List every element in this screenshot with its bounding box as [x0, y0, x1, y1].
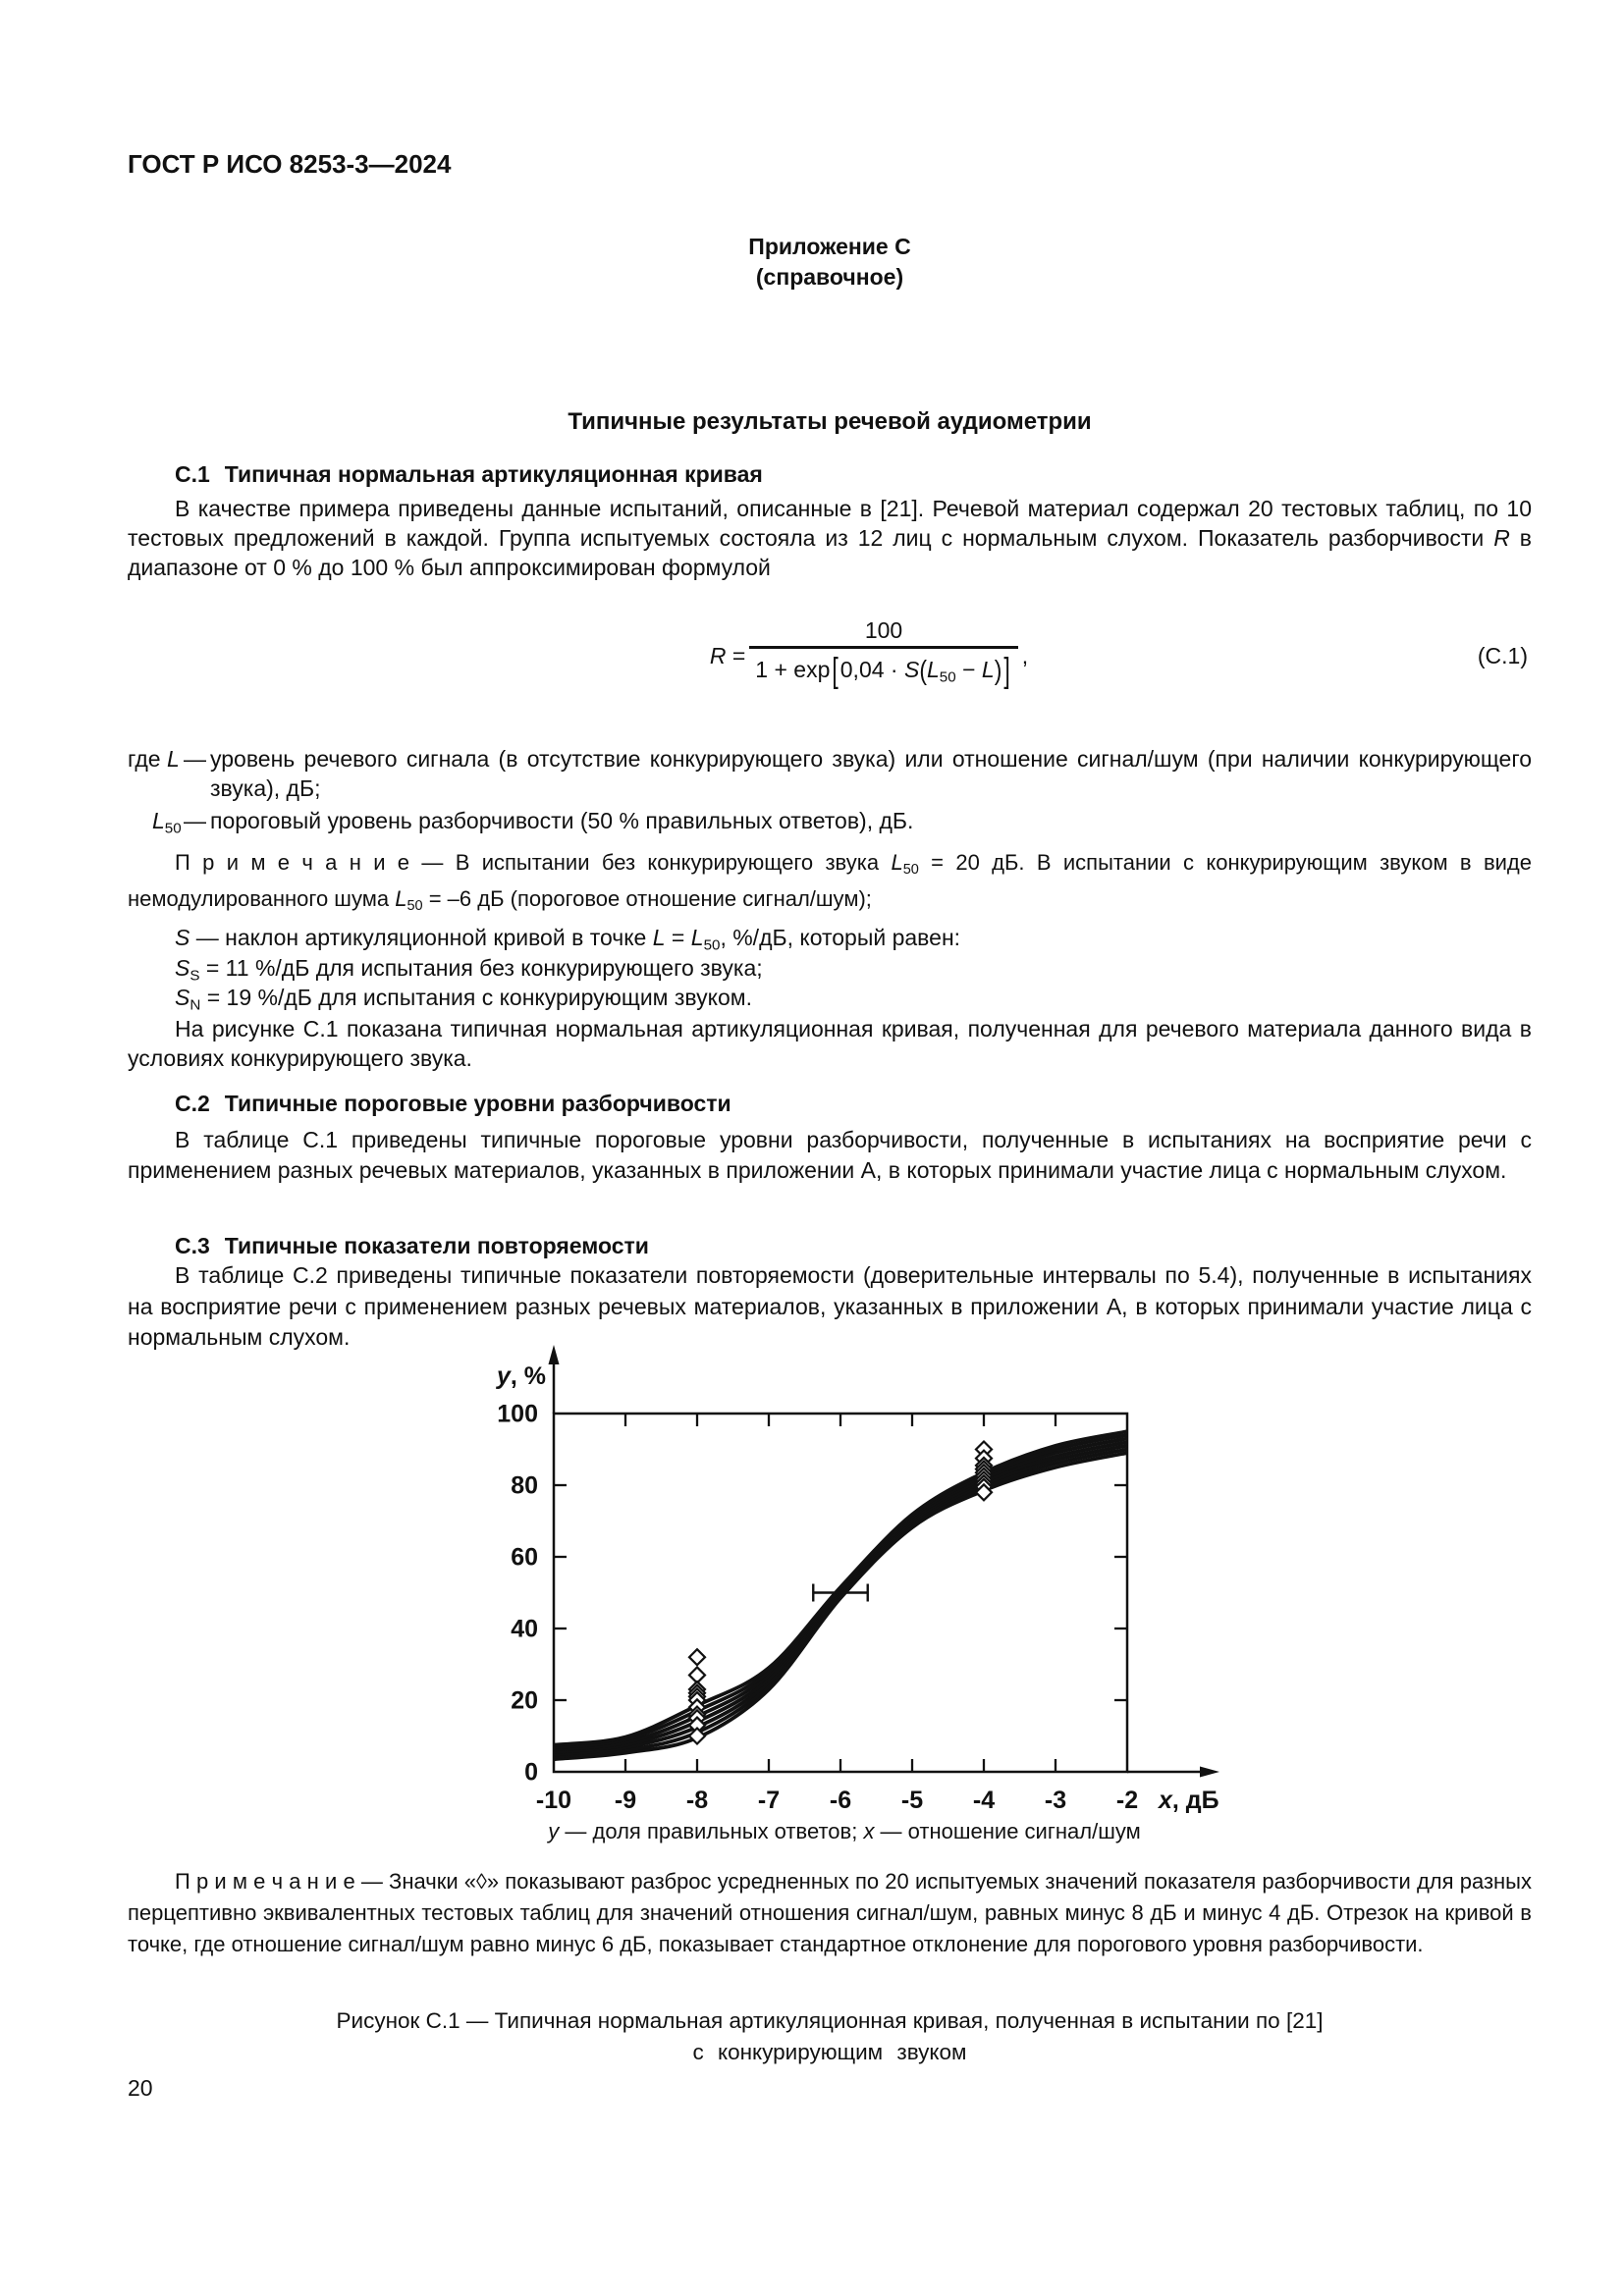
appendix-kind: (справочное)	[755, 264, 904, 290]
definition-text-l50: пороговый уровень разборчивости (50 % правильных ответов), дБ.	[210, 808, 914, 833]
definition-text-l: уровень речевого сигнала (в отсутствие конкурирующего звука) или отношение сигнал/шум (при наличии конкурирующего звука), дБ;	[210, 746, 1532, 801]
section-c2-title: Типичные пороговые уровни разборчивости	[224, 1091, 731, 1116]
section-c1-title: Типичная нормальная артикуляционная кривая	[224, 461, 763, 487]
appendix-title: Типичные результаты речевой аудиометрии	[568, 408, 1092, 435]
definition-term-l50: L50	[152, 808, 182, 837]
x-tick-label: -7	[757, 1787, 781, 1814]
figure-c1-caption-line2: с конкурирующим звуком	[692, 2040, 967, 2064]
c3-paragraph: В таблице С.2 приведены типичные показатели повторяемости (доверительные интервалы по 5.4), полученные в испытаниях на восприятие речи с применением разных речевых материалов, указанных в приложении А, в которых принимали участие лица с нормальным слухом.	[128, 1262, 1532, 1350]
y-axis-arrow-icon	[549, 1345, 560, 1364]
section-c3-title: Типичные показатели повторяемости	[224, 1233, 649, 1258]
page-number: 20	[128, 2075, 153, 2101]
x-axis-arrow-icon	[1200, 1767, 1219, 1778]
definition-row-l50	[128, 806, 1532, 843]
section-c2-number: С.2	[175, 1091, 210, 1116]
formula-lhs: R =	[709, 643, 746, 668]
x-axis-label: x, дБ	[1159, 1787, 1219, 1814]
y-tick-label: 20	[511, 1686, 538, 1715]
definition-row-l	[128, 744, 1532, 803]
definition-term-l: где L	[128, 746, 180, 772]
c1-slope-line: S — наклон артикуляционной кривой в точке L = L50, %/дБ, который равен:	[175, 925, 961, 954]
y-tick-label: 40	[511, 1615, 538, 1643]
figure-c1-legend: y — доля правильных ответов; x — отношение сигнал/шум	[548, 1819, 1141, 1843]
document-header: ГОСТ Р ИСО 8253-3—2024	[128, 149, 452, 179]
formula-tail-comma: ,	[1021, 643, 1029, 668]
section-c1-number: С.1	[175, 461, 210, 487]
c1-figure-ref-paragraph: На рисунке С.1 показана типичная нормальная артикуляционная кривая, полученная для речевого материала данного вида в условиях конкурирующего звука.	[128, 1016, 1532, 1071]
c1-slope-n-line: SN = 19 %/дБ для испытания с конкурирующим звуком.	[175, 985, 752, 1014]
formula-definitions	[128, 744, 1532, 843]
section-c2-heading	[175, 1089, 731, 1118]
y-tick-label: 80	[511, 1471, 538, 1500]
x-tick-label: -6	[829, 1787, 852, 1814]
c1-slope-s-line: SS = 11 %/дБ для испытания без конкурирующего звука;	[175, 955, 763, 985]
section-c1-heading	[175, 459, 763, 489]
articulation-curve-1	[554, 1453, 1127, 1759]
c1-intro-paragraph: В качестве примера приведены данные испытаний, описанные в [21]. Речевой материал содержал 20 тестовых таблиц, по 10 тестовых предложений в каждой. Группа испытуемых состояла из 12 лиц с нормальным слухом. Показатель разборчивости R в диапазоне от 0 % до 100 % был аппроксимирован формулой	[128, 496, 1532, 580]
definition-dash: —	[184, 808, 206, 833]
figure-c1-caption-line1: Рисунок С.1 — Типичная нормальная артикуляционная кривая, полученная в испытании по [21]	[336, 2008, 1324, 2033]
definition-dash: —	[184, 746, 206, 772]
formula-c1-body	[206, 607, 1532, 705]
formula-fraction	[749, 617, 1017, 694]
figure-c1-chart	[373, 1343, 1316, 1853]
formula-denominator: 1 + exp[0,04 · S(L50 − L)]	[749, 646, 1017, 694]
figure-c1-plot	[373, 1343, 1316, 1853]
c2-paragraph: В таблице С.1 приведены типичные пороговые уровни разборчивости, полученные в испытаниях на восприятие речи с применением разных речевых материалов, указанных в приложении А, в которых принимали участие лица с нормальным слухом.	[128, 1127, 1532, 1183]
c1-note: П р и м е ч а н и е — В испытании без конкурирующего звука L50 = 20 дБ. В испытании с конкурирующим звуком в виде немодулированного шума L50 = –6 дБ (пороговое отношение сигнал/шум);	[128, 850, 1533, 915]
articulation-curve-2	[554, 1450, 1127, 1757]
section-c3-number: С.3	[175, 1233, 210, 1258]
diamond-marker	[689, 1649, 705, 1665]
y-tick-label: 60	[511, 1543, 538, 1572]
appendix-label: Приложение С	[748, 234, 911, 259]
y-axis-label: y, %	[496, 1362, 546, 1390]
formula-number: (С.1)	[1477, 643, 1528, 668]
y-tick-label: 0	[524, 1758, 538, 1787]
articulation-curve-6	[554, 1435, 1127, 1747]
x-tick-label: -10	[535, 1787, 572, 1814]
y-tick-label: 100	[497, 1400, 538, 1428]
x-tick-label: -4	[972, 1787, 996, 1814]
x-tick-label: -3	[1044, 1787, 1067, 1814]
x-tick-label: -9	[614, 1787, 637, 1814]
formula-c1	[128, 607, 1532, 705]
articulation-curve-7	[554, 1431, 1127, 1744]
x-tick-label: -8	[685, 1787, 709, 1814]
x-tick-label: -2	[1115, 1787, 1139, 1814]
formula-numerator: 100	[864, 616, 903, 643]
figure-c1-note: П р и м е ч а н и е — Значки «◊» показывают разброс усредненных по 20 испытуемых значений показателя разборчивости для разных перцептивно эквивалентных тестовых таблиц для значений отношения сигнал/шум, равных минус 8 дБ и минус 4 дБ. Отрезок на кривой в точке, где отношение сигнал/шум равно минус 6 дБ, показывает стандартное отклонение для порогового уровня разборчивости.	[128, 1869, 1532, 1956]
x-tick-label: -5	[900, 1787, 924, 1814]
section-c3-heading	[175, 1231, 649, 1260]
